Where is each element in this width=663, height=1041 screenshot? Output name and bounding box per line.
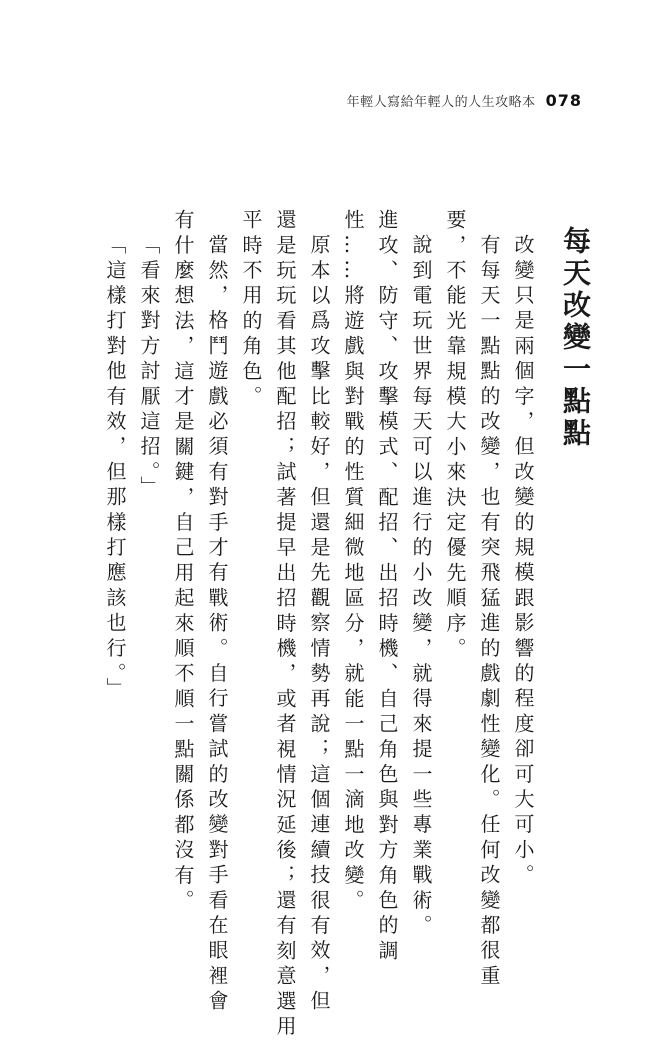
body-line: 當然，格鬥遊戲必須有對手才有戰術。自行嘗試的改變對手看在眼裡會 bbox=[205, 234, 229, 1016]
body-line: 平時不用的角色。 bbox=[239, 209, 263, 411]
book-title: 年輕人寫給年輕人的人生攻略本 bbox=[346, 94, 536, 110]
body-line: 性……將遊戲與對戰的性質細微地區分，就能一點一滴地改變。 bbox=[341, 209, 365, 915]
running-head bbox=[346, 88, 582, 112]
body-line: 進攻、防守、攻擊模式、配招、出招時機、自己角色與對方角色的調 bbox=[375, 209, 399, 965]
body-line: 「看來對方討厭這招。」 bbox=[137, 234, 161, 502]
body-line: 有每天一點點的改變，也有突飛猛進的戲劇性變化。任何改變都很重 bbox=[477, 234, 501, 990]
body-line: 有什麼想法，這才是關鍵，自己用起來順不順一點關係都沒有。 bbox=[171, 209, 195, 915]
body-line: 原本以爲攻擊比較好，但還是先觀察情勢再說；這個連續技很有效，但 bbox=[307, 234, 331, 1016]
chapter-heading: 每天改變一點點 bbox=[559, 226, 592, 450]
body-line: 「這樣打對他有效，但那樣打應該也行。」 bbox=[103, 234, 127, 703]
body-line: 還是玩玩看其他配招；試著提早出招時機，或者視情況延後；還有刻意選用 bbox=[273, 209, 297, 1041]
body-line: 說到電玩世界每天可以進行的小改變，就得來提一些專業戰術。 bbox=[409, 234, 433, 940]
page-number: 078 bbox=[545, 90, 582, 110]
body-line: 改變只是兩個字，但改變的規模跟影響的程度卻可大可小。 bbox=[511, 234, 535, 890]
body-line: 要，不能光靠規模大小來決定優先順序。 bbox=[443, 209, 467, 663]
